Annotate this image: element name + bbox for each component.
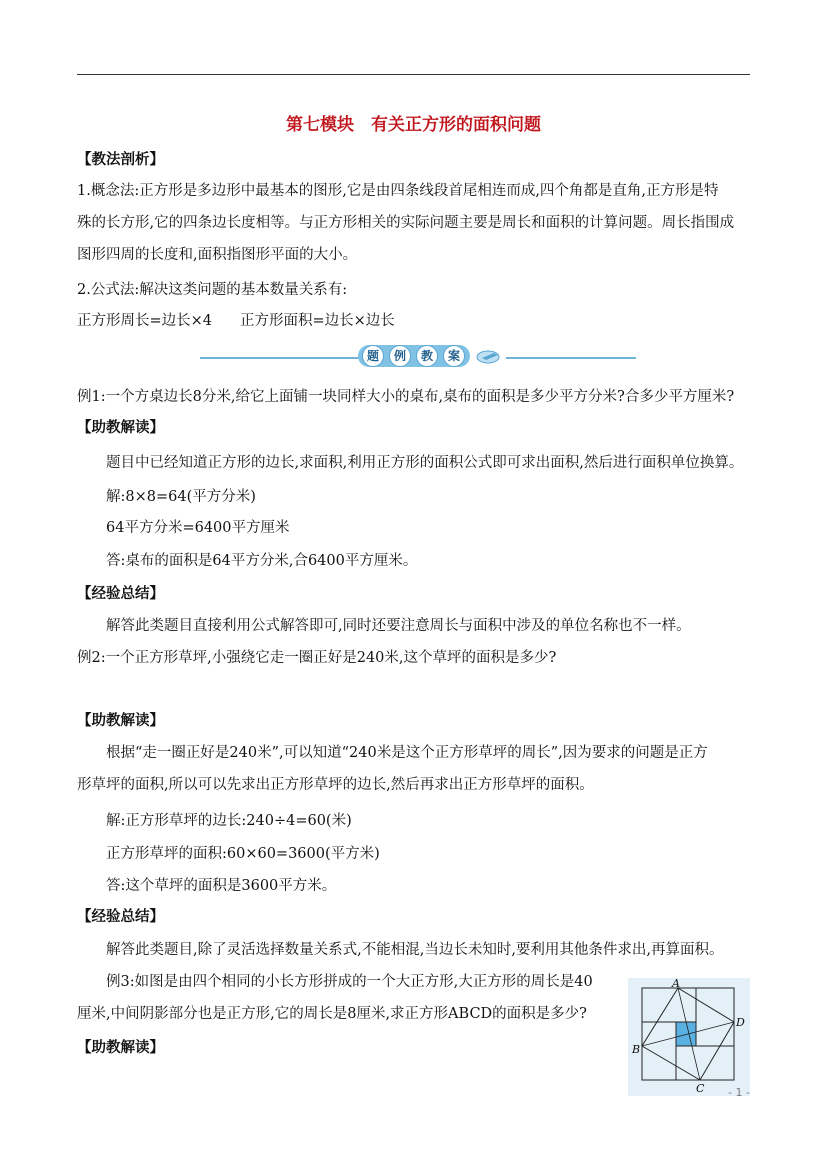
concept-paragraph-line-1: 1.概念法:正方形是多边形中最基本的图形,它是由四条线段首尾相连而成,四个角都是直角,正方形是特 <box>77 183 719 199</box>
example-2-question: 例2:一个正方形草坪,小强绕它走一圈正好是240米,这个草坪的面积是多少? <box>77 650 557 666</box>
example-2-solution-1: 解:正方形草坪的边长:240÷4=60(米) <box>106 813 352 829</box>
example-1-question: 例1:一个方桌边长8分米,给它上面铺一块同样大小的桌布,桌布的面积是多少平方分米?合多少平方厘米? <box>77 389 735 405</box>
example-2-assist-heading: 【助教解读】 <box>77 712 164 729</box>
banner-char-1: 题 <box>362 345 384 367</box>
section-heading-method: 【教法剖析】 <box>77 151 164 168</box>
example-2-explanation-line-1: 根据“走一圈正好是240米”,可以知道“240米是这个正方形草坪的周长”,因为要求的问题是正方 <box>106 745 708 761</box>
example-2-solution-2: 正方形草坪的面积:60×60=3600(平方米) <box>106 846 380 862</box>
vertex-label-d: D <box>736 1016 745 1029</box>
vertex-label-a: A <box>672 978 680 990</box>
banner-left-rule <box>200 357 360 359</box>
page-number: - 1 - <box>728 1086 750 1099</box>
example-1-explanation: 题目中已经知道正方形的边长,求面积,利用正方形的面积公式即可求出面积,然后进行面积单位换算。 <box>106 455 744 471</box>
banner-right-rule <box>506 357 636 359</box>
example-1-solution-1: 解:8×8=64(平方分米) <box>106 489 256 505</box>
example-3-question-line-2: 厘米,中间阴影部分也是正方形,它的周长是8厘米,求正方形ABCD的面积是多少? <box>77 1006 587 1022</box>
formula-perimeter: 正方形周长=边长×4 <box>77 313 213 329</box>
example-1-solution-2: 64平方分米=6400平方厘米 <box>106 520 290 536</box>
example-3-assist-heading: 【助教解读】 <box>77 1039 164 1056</box>
example-3-question-line-1: 例3:如图是由四个相同的小长方形拼成的一个大正方形,大正方形的周长是40 <box>106 974 593 990</box>
example-2-summary-heading: 【经验总结】 <box>77 908 164 925</box>
concept-paragraph-line-3: 图形四周的长度和,面积指图形平面的大小。 <box>77 247 358 263</box>
banner-char-4: 案 <box>443 345 465 367</box>
shaded-inner-square <box>676 1022 696 1046</box>
example-1-summary: 解答此类题目直接利用公式解答即可,同时还要注意周长与面积中涉及的单位名称也不一样。 <box>106 618 691 634</box>
example-2-explanation-line-2: 形草坪的面积,所以可以先求出正方形草坪的边长,然后再求出正方形草坪的面积。 <box>77 777 594 793</box>
example-1-summary-heading: 【经验总结】 <box>77 585 164 602</box>
example-2-answer: 答:这个草坪的面积是3600平方米。 <box>106 878 337 894</box>
banner-char-2: 例 <box>389 345 411 367</box>
formula-area: 正方形面积=边长×边长 <box>240 313 395 329</box>
banner-char-3: 教 <box>416 345 438 367</box>
square-figure-svg <box>628 978 750 1096</box>
example-2-summary: 解答此类题目,除了灵活选择数量关系式,不能相混,当边长未知时,要利用其他条件求出,再算面积。 <box>106 942 724 958</box>
examples-banner <box>200 343 636 371</box>
square-abcd-figure <box>628 978 750 1096</box>
formula-intro: 2.公式法:解决这类问题的基本数量关系有: <box>77 282 348 298</box>
concept-paragraph-line-2: 殊的长方形,它的四条边长度相等。与正方形相关的实际问题主要是周长和面积的计算问题。周长指围成 <box>77 215 735 231</box>
example-1-assist-heading: 【助教解读】 <box>77 419 164 436</box>
example-1-answer: 答:桌布的面积是64平方分米,合6400平方厘米。 <box>106 553 418 569</box>
header-rule <box>77 74 750 75</box>
vertex-label-b: B <box>632 1043 641 1056</box>
vertex-label-c: C <box>696 1082 705 1095</box>
page-title: 第七模块 有关正方形的面积问题 <box>286 115 541 135</box>
banner-pen-icon <box>476 347 504 365</box>
